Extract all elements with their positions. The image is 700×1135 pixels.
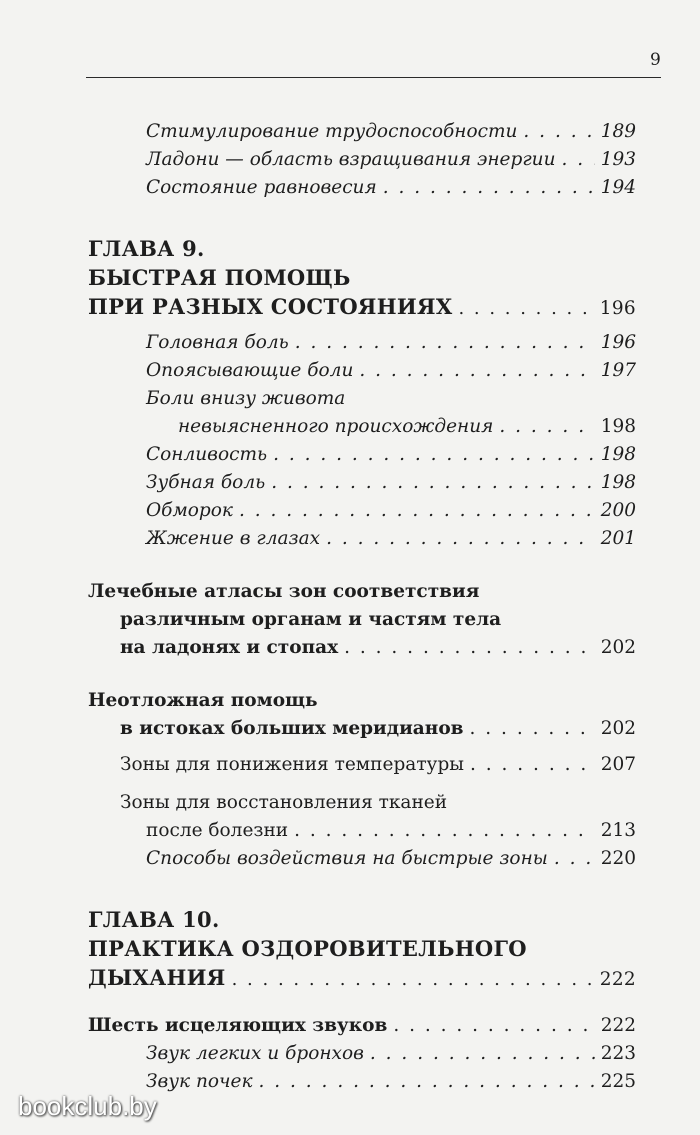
leader-dots: [383, 174, 595, 202]
leader-dots: [370, 1040, 595, 1068]
watermark-logo: bookclub.by: [18, 1091, 157, 1121]
page-number: 9: [650, 50, 661, 70]
toc-entry-page: 220: [600, 848, 636, 869]
toc-entry-title: Сонливость: [146, 444, 268, 465]
toc-entry: [88, 845, 636, 873]
toc-entry-title: Опоясывающие боли: [146, 360, 354, 381]
toc-entry-title: невыясненного происхождения: [178, 416, 494, 437]
toc-entry-page: 222: [600, 1015, 636, 1036]
leader-dots: [523, 118, 594, 146]
leader-dots: [499, 413, 594, 441]
toc-entry-page: 202: [600, 637, 636, 658]
toc-entry-title: Состояние равновесия: [146, 177, 377, 198]
leader-dots: [470, 715, 595, 743]
leader-dots: [294, 817, 595, 845]
chapter-label: ГЛАВА 10.: [88, 907, 220, 932]
leader-dots: [271, 469, 595, 497]
toc-section-title: различным органам и частям тела: [120, 609, 502, 630]
chapter-title-line: БЫСТРАЯ ПОМОЩЬ: [88, 265, 351, 290]
toc-section-title: в истоках больших меридианов: [120, 718, 464, 739]
leader-dots: [232, 965, 594, 994]
toc-entry-page: 207: [600, 754, 636, 775]
chapter-9-heading: [88, 234, 636, 323]
leader-dots: [562, 146, 595, 174]
toc-entry-page: 196: [599, 298, 636, 319]
toc-entry-title: Ладони — область взращивания энергии: [146, 149, 556, 170]
leader-dots: [259, 1068, 595, 1096]
toc-entry: [88, 118, 636, 146]
chapter-title-line: ПРАКТИКА ОЗДОРОВИТЕЛЬНОГО: [88, 936, 527, 961]
leader-dots: [359, 357, 594, 385]
toc-entry-page: 193: [600, 149, 636, 170]
toc-section-title: Шесть исцеляющих звуков: [88, 1015, 388, 1036]
toc-entry: [88, 963, 636, 994]
toc-section-title: на ладонях и стопах: [120, 637, 339, 658]
toc-entry-page: 198: [600, 416, 636, 437]
toc-entry: [88, 441, 636, 469]
toc-entry: [88, 634, 636, 662]
toc-entry-title: Звук почек: [146, 1071, 253, 1092]
toc-entry-page: 202: [600, 718, 636, 739]
toc-entry-page: 213: [600, 820, 636, 841]
toc-entry: [88, 497, 636, 525]
toc-entry-page: 201: [600, 528, 636, 549]
toc-entry-page: 197: [600, 360, 636, 381]
toc-entry-title: Зоны для восстановления тканей: [120, 792, 448, 813]
toc-entry: [88, 525, 636, 553]
leader-dots: [273, 441, 595, 469]
toc-section-title: Неотложная помощь: [88, 690, 318, 711]
toc-entry-title: Способы воздействия на быстрые зоны: [146, 848, 548, 869]
toc-entry: [88, 174, 636, 202]
toc-entry: [88, 751, 636, 779]
toc-entry: [88, 469, 636, 497]
header-rule: [86, 77, 661, 78]
toc-entry-title: после болезни: [146, 820, 289, 841]
leader-dots: [326, 525, 595, 553]
toc-entry-title: Звук легких и бронхов: [146, 1043, 364, 1064]
leader-dots: [295, 329, 595, 357]
toc-entry-page: 222: [599, 969, 636, 990]
toc-entry-page: 189: [600, 121, 636, 142]
toc-entry: [88, 329, 636, 357]
leader-dots: [458, 294, 593, 323]
toc-entry: [88, 1040, 636, 1068]
toc-entry-title: Головная боль: [146, 332, 289, 353]
chapter-label: ГЛАВА 9.: [88, 236, 205, 261]
toc-entry-title: Стимулирование трудоспособности: [146, 121, 518, 142]
leader-dots: [393, 1012, 594, 1040]
leader-dots: [554, 845, 595, 873]
toc-entry: [88, 715, 636, 743]
toc-entry: [88, 1068, 636, 1096]
leader-dots: [344, 634, 595, 662]
toc-entry-title: Зоны для понижения температуры: [120, 754, 465, 775]
toc-entry-title: Жжение в глазах: [146, 528, 321, 549]
toc-entry: [88, 357, 636, 385]
toc-entry-page: 194: [600, 177, 636, 198]
toc-entry-page: 223: [600, 1043, 636, 1064]
chapter-10-heading: [88, 905, 636, 994]
toc-entry-title: Зубная боль: [146, 472, 266, 493]
toc-entry: [88, 1012, 636, 1040]
toc-entry-page: 198: [600, 444, 636, 465]
toc-section-title: Лечебные атласы зон соответствия: [88, 581, 480, 602]
toc-entry-page: 198: [600, 472, 636, 493]
toc-entry: [88, 413, 636, 441]
toc-entry-page: 225: [600, 1071, 636, 1092]
leader-dots: [239, 497, 595, 525]
chapter-title-line: ДЫХАНИЯ: [88, 965, 226, 990]
toc-entry-title: Обморок: [146, 500, 233, 521]
toc-entry: [88, 817, 636, 845]
toc-entry: [88, 292, 636, 323]
leader-dots: [470, 751, 595, 779]
toc-entry-page: 200: [600, 500, 636, 521]
toc-entry-page: 196: [600, 332, 636, 353]
table-of-contents: [88, 118, 636, 1096]
toc-entry-title: Боли внизу живота: [146, 388, 346, 409]
chapter-title-line: ПРИ РАЗНЫХ СОСТОЯНИЯХ: [88, 294, 453, 319]
toc-entry: [88, 146, 636, 174]
